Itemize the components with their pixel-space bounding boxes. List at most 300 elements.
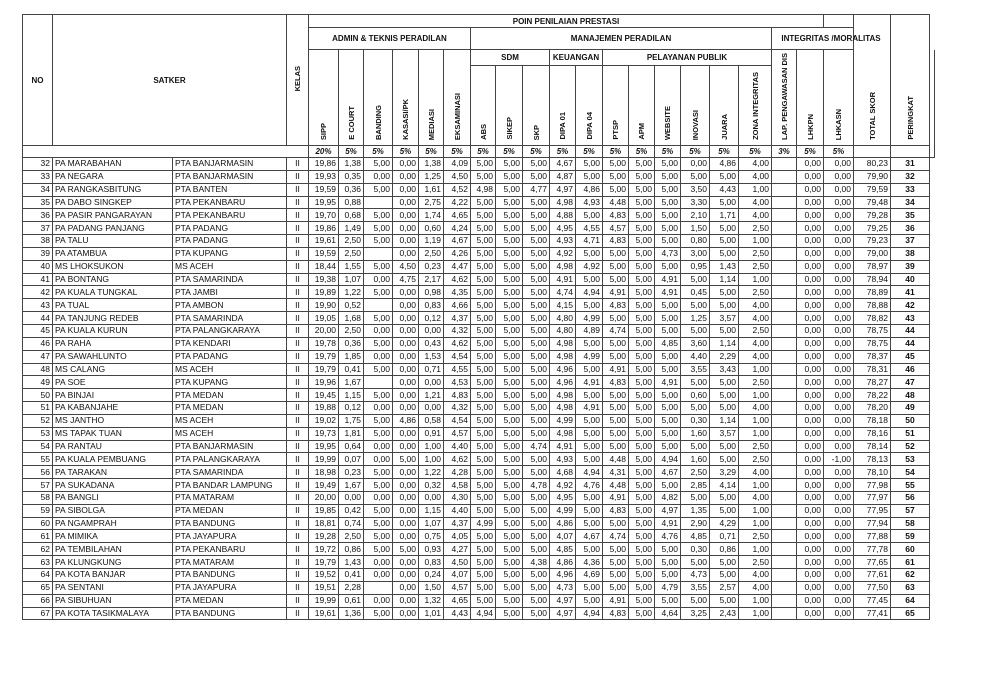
table-cell: 19,73: [309, 427, 339, 440]
table-cell: [772, 312, 797, 325]
table-cell: 77,65: [854, 556, 891, 569]
table-cell: 5,00: [523, 517, 550, 530]
weight-cell: 5%: [471, 146, 496, 158]
table-cell: 0,95: [681, 260, 710, 273]
table-cell: 0,00: [824, 376, 854, 389]
table-cell: 5,00: [471, 414, 496, 427]
table-cell: II: [287, 402, 309, 415]
table-cell: PA BANGLI: [53, 491, 173, 504]
table-cell: 5,00: [496, 517, 523, 530]
table-cell: 2,50: [681, 466, 710, 479]
table-cell: 0,00: [824, 427, 854, 440]
header-kelas: [287, 15, 309, 146]
table-cell: 0,00: [797, 466, 824, 479]
table-cell: 1,00: [739, 389, 772, 402]
table-cell: 4,64: [655, 607, 681, 620]
table-cell: 19,45: [309, 389, 339, 402]
table-cell: 0,00: [797, 376, 824, 389]
table-cell: 0,80: [681, 235, 710, 248]
table-cell: 5,00: [603, 402, 629, 415]
table-cell: PTA BANDUNG: [173, 607, 287, 620]
table-cell: [772, 196, 797, 209]
header-eksaminasi: [444, 50, 471, 146]
table-cell: 51: [891, 427, 930, 440]
table-cell: [772, 594, 797, 607]
table-cell: PA ATAMBUA: [53, 247, 173, 260]
table-cell: 5,00: [603, 556, 629, 569]
table-cell: 5,00: [710, 247, 739, 260]
table-cell: 0,00: [824, 286, 854, 299]
table-cell: 4,48: [603, 479, 629, 492]
table-cell: 0,00: [393, 299, 419, 312]
table-cell: 4,32: [444, 402, 471, 415]
table-cell: 5,00: [523, 607, 550, 620]
table-cell: 5,00: [710, 170, 739, 183]
table-cell: 43: [23, 299, 53, 312]
weights-blank-rank: [891, 146, 930, 158]
table-cell: 5,00: [496, 607, 523, 620]
table-cell: 0,00: [797, 594, 824, 607]
table-cell: 0,00: [824, 402, 854, 415]
table-cell: 5,00: [655, 363, 681, 376]
table-cell: 5,00: [603, 543, 629, 556]
table-cell: 78,82: [854, 312, 891, 325]
table-cell: 4,50: [393, 260, 419, 273]
table-cell: 41: [23, 273, 53, 286]
table-cell: 5,00: [496, 299, 523, 312]
table-cell: [772, 337, 797, 350]
table-cell: 5,00: [629, 286, 655, 299]
table-cell: 0,60: [419, 222, 444, 235]
header-mediasi-label: MEDIASI: [426, 108, 436, 140]
table-cell: 0,00: [393, 556, 419, 569]
table-cell: 5,00: [603, 440, 629, 453]
header-dipa01: [550, 66, 576, 146]
table-row: [23, 569, 935, 582]
table-cell: 0,00: [824, 299, 854, 312]
table-cell: 4,91: [603, 363, 629, 376]
table-cell: PA KUALA PEMBUANG: [53, 453, 173, 466]
table-cell: [772, 260, 797, 273]
table-cell: 4,94: [576, 286, 603, 299]
table-cell: 2,50: [739, 440, 772, 453]
table-cell: 19,90: [309, 299, 339, 312]
table-cell: 0,00: [797, 517, 824, 530]
table-cell: 0,00: [824, 273, 854, 286]
table-cell: PA TALU: [53, 235, 173, 248]
table-cell: 4,00: [739, 196, 772, 209]
table-cell: 33: [23, 170, 53, 183]
table-cell: 63: [23, 556, 53, 569]
table-cell: 5,00: [576, 453, 603, 466]
table-cell: 4,22: [444, 196, 471, 209]
header-integritas: INTEGRITAS /MORALITAS: [772, 28, 891, 50]
table-cell: 4,93: [576, 196, 603, 209]
table-row: [23, 235, 935, 248]
table-cell: 5,00: [629, 222, 655, 235]
table-cell: PTA PALANGKARAYA: [173, 453, 287, 466]
table-cell: 4,74: [603, 324, 629, 337]
weight-cell: 5%: [550, 146, 576, 158]
table-cell: 4,38: [523, 556, 550, 569]
header-sikep-label: SIKEP: [504, 117, 514, 140]
table-cell: 4,32: [444, 324, 471, 337]
table-cell: 5,00: [471, 170, 496, 183]
table-cell: 5,00: [576, 158, 603, 171]
table-cell: 19,61: [309, 607, 339, 620]
table-cell: 5,00: [629, 427, 655, 440]
table-cell: 4,00: [739, 402, 772, 415]
table-cell: 19,88: [309, 402, 339, 415]
table-cell: 4,67: [444, 235, 471, 248]
table-cell: 20,00: [309, 324, 339, 337]
table-cell: 1,00: [739, 517, 772, 530]
table-cell: 0,00: [824, 183, 854, 196]
table-row: [23, 402, 935, 415]
table-cell: 4,91: [603, 594, 629, 607]
table-cell: 79,25: [854, 222, 891, 235]
table-cell: 4,86: [710, 158, 739, 171]
table-cell: 0,00: [824, 170, 854, 183]
table-cell: 5,00: [496, 491, 523, 504]
table-cell: 4,69: [576, 569, 603, 582]
table-cell: 4,43: [710, 183, 739, 196]
table-cell: 0,00: [364, 170, 393, 183]
table-cell: 19,85: [309, 504, 339, 517]
table-cell: 77,98: [854, 479, 891, 492]
table-cell: 19,86: [309, 158, 339, 171]
table-cell: 0,00: [681, 158, 710, 171]
table-cell: PTA PADANG: [173, 350, 287, 363]
table-cell: 1,38: [419, 158, 444, 171]
header-dipa04: [576, 66, 603, 146]
table-cell: 0,58: [419, 414, 444, 427]
table-cell: PTA BANDUNG: [173, 569, 287, 582]
table-cell: 19,28: [309, 530, 339, 543]
table-cell: 0,00: [824, 504, 854, 517]
table-cell: 19,49: [309, 479, 339, 492]
table-cell: 4,24: [444, 222, 471, 235]
table-cell: 5,00: [496, 440, 523, 453]
table-cell: [772, 158, 797, 171]
table-cell: 44: [891, 337, 930, 350]
table-cell: 5,00: [523, 222, 550, 235]
table-cell: 4,97: [550, 183, 576, 196]
table-cell: 5,00: [629, 170, 655, 183]
table-cell: 4,00: [739, 350, 772, 363]
table-cell: 3,43: [710, 363, 739, 376]
table-cell: 5,00: [710, 376, 739, 389]
table-cell: 4,89: [576, 324, 603, 337]
table-cell: 1,60: [681, 453, 710, 466]
table-cell: PTA BANDAR LAMPUNG: [173, 479, 287, 492]
table-cell: 0,41: [339, 363, 364, 376]
table-cell: 2,50: [739, 260, 772, 273]
table-cell: 1,22: [419, 466, 444, 479]
table-cell: 0,00: [824, 530, 854, 543]
table-cell: 5,00: [603, 337, 629, 350]
table-cell: 42: [891, 299, 930, 312]
table-cell: 4,92: [550, 247, 576, 260]
table-row: [23, 196, 935, 209]
table-cell: 5,00: [364, 260, 393, 273]
header-sipp: [309, 50, 339, 146]
table-cell: 5,00: [471, 427, 496, 440]
table-cell: 5,00: [603, 247, 629, 260]
table-cell: 0,71: [419, 363, 444, 376]
table-cell: 0,00: [364, 491, 393, 504]
table-cell: PTA SAMARINDA: [173, 312, 287, 325]
table-cell: 5,00: [710, 504, 739, 517]
table-cell: 53: [23, 427, 53, 440]
table-cell: 5,00: [364, 530, 393, 543]
table-cell: 19,79: [309, 363, 339, 376]
table-cell: 0,00: [393, 363, 419, 376]
table-cell: [772, 273, 797, 286]
table-cell: 5,00: [655, 569, 681, 582]
header-lap-pengawasan: [772, 50, 797, 146]
table-cell: 1,00: [739, 235, 772, 248]
table-cell: 5,00: [710, 196, 739, 209]
table-cell: 0,83: [419, 556, 444, 569]
table-cell: 0,00: [393, 337, 419, 350]
table-cell: 5,00: [496, 556, 523, 569]
table-cell: 5,00: [655, 196, 681, 209]
table-cell: 5,00: [393, 543, 419, 556]
table-cell: MS LHOKSUKON: [53, 260, 173, 273]
table-cell: 5,00: [629, 569, 655, 582]
table-cell: 3,57: [710, 427, 739, 440]
table-cell: 2,43: [710, 607, 739, 620]
header-blank-cell: [824, 15, 854, 28]
table-cell: 4,43: [444, 607, 471, 620]
table-cell: 39: [891, 260, 930, 273]
table-cell: 5,00: [603, 427, 629, 440]
table-cell: 0,00: [824, 569, 854, 582]
table-cell: PA BONTANG: [53, 273, 173, 286]
table-cell: 60: [23, 517, 53, 530]
table-row: [23, 286, 935, 299]
table-cell: PTA MEDAN: [173, 389, 287, 402]
table-cell: II: [287, 350, 309, 363]
table-cell: 5,00: [629, 504, 655, 517]
table-cell: 5,00: [471, 581, 496, 594]
table-cell: 5,00: [496, 453, 523, 466]
table-cell: 5,00: [496, 376, 523, 389]
table-cell: 4,99: [576, 350, 603, 363]
table-cell: 4,71: [576, 235, 603, 248]
table-cell: II: [287, 324, 309, 337]
table-cell: 5,00: [523, 504, 550, 517]
table-cell: PTA MATARAM: [173, 491, 287, 504]
table-cell: 5,00: [629, 414, 655, 427]
table-cell: II: [287, 440, 309, 453]
table-cell: 5,00: [496, 581, 523, 594]
table-cell: 18,44: [309, 260, 339, 273]
table-cell: 5,00: [655, 235, 681, 248]
table-cell: 18,81: [309, 517, 339, 530]
table-cell: 5,00: [496, 247, 523, 260]
table-cell: 4,98: [550, 196, 576, 209]
table-cell: 4,00: [739, 569, 772, 582]
table-cell: II: [287, 247, 309, 260]
table-cell: PTA MEDAN: [173, 402, 287, 415]
table-cell: 5,00: [496, 235, 523, 248]
table-cell: 5,00: [629, 556, 655, 569]
table-cell: 80,23: [854, 158, 891, 171]
table-cell: 5,00: [681, 491, 710, 504]
table-row: [23, 170, 935, 183]
table-cell: 0,00: [393, 324, 419, 337]
table-cell: 78,10: [854, 466, 891, 479]
weights-blank-total: [854, 146, 891, 158]
table-cell: 0,00: [797, 324, 824, 337]
table-cell: 2,50: [739, 286, 772, 299]
table-cell: PTA KUPANG: [173, 376, 287, 389]
weight-cell: 5%: [824, 146, 854, 158]
table-cell: 5,00: [523, 273, 550, 286]
table-cell: 5,00: [523, 260, 550, 273]
table-cell: 0,00: [797, 350, 824, 363]
table-cell: 19,72: [309, 543, 339, 556]
table-cell: 0,00: [824, 158, 854, 171]
table-cell: 5,00: [523, 594, 550, 607]
table-cell: 1,67: [339, 479, 364, 492]
table-cell: 0,00: [393, 158, 419, 171]
table-cell: 79,28: [854, 209, 891, 222]
table-cell: 58: [23, 491, 53, 504]
table-cell: 4,15: [550, 299, 576, 312]
header-apm: [629, 66, 655, 146]
table-cell: 0,00: [824, 479, 854, 492]
table-cell: 20,00: [309, 491, 339, 504]
table-cell: 4,52: [444, 183, 471, 196]
table-cell: [772, 247, 797, 260]
table-row: [23, 299, 935, 312]
table-cell: 4,91: [655, 286, 681, 299]
table-cell: 0,36: [339, 337, 364, 350]
table-cell: 59: [891, 530, 930, 543]
table-row: [23, 222, 935, 235]
table-cell: II: [287, 453, 309, 466]
table-cell: PA NGAMPRAH: [53, 517, 173, 530]
table-cell: 0,00: [364, 453, 393, 466]
table-cell: PA KOTA TASIKMALAYA: [53, 607, 173, 620]
table-cell: 1,00: [739, 363, 772, 376]
header-eksaminasi-label: EKSAMINASI: [452, 92, 462, 140]
table-cell: 0,00: [797, 286, 824, 299]
table-cell: 5,00: [496, 183, 523, 196]
table-cell: 3,55: [681, 581, 710, 594]
table-cell: 4,74: [523, 440, 550, 453]
table-row: [23, 607, 935, 620]
table-cell: 0,00: [797, 260, 824, 273]
table-cell: 78,31: [854, 363, 891, 376]
table-cell: PA SUKADANA: [53, 479, 173, 492]
table-cell: 62: [23, 543, 53, 556]
table-cell: 0,00: [824, 607, 854, 620]
header-sipp-label: SIPP: [319, 122, 328, 140]
table-cell: 0,00: [797, 247, 824, 260]
ranking-table: [22, 14, 935, 620]
weights-blank: [23, 146, 309, 158]
table-cell: PTA BANJARMASIN: [173, 158, 287, 171]
table-cell: 5,00: [629, 543, 655, 556]
table-cell: 5,00: [603, 260, 629, 273]
table-cell: PA TEMBILAHAN: [53, 543, 173, 556]
table-cell: 5,00: [523, 581, 550, 594]
table-cell: 4,31: [603, 466, 629, 479]
weight-cell: 5%: [393, 146, 419, 158]
table-cell: 5,00: [629, 363, 655, 376]
table-cell: 5,00: [629, 581, 655, 594]
table-cell: [772, 414, 797, 427]
table-cell: 56: [891, 491, 930, 504]
header-sikep: [496, 66, 523, 146]
table-cell: 3,60: [681, 337, 710, 350]
table-cell: II: [287, 209, 309, 222]
table-cell: 4,86: [576, 183, 603, 196]
table-cell: 5,00: [576, 273, 603, 286]
table-cell: 5,00: [710, 286, 739, 299]
table-cell: 5,00: [496, 363, 523, 376]
table-cell: 5,00: [603, 569, 629, 582]
table-cell: 0,00: [797, 479, 824, 492]
table-cell: 0,42: [339, 504, 364, 517]
header-dipa01-label: DIPA 01: [558, 112, 567, 140]
header-zona-integritas-label: ZONA INTEGRITAS: [750, 72, 760, 140]
table-cell: 52: [23, 414, 53, 427]
table-cell: [772, 491, 797, 504]
table-cell: MS ACEH: [173, 260, 287, 273]
table-cell: 0,00: [419, 402, 444, 415]
table-cell: 5,00: [576, 594, 603, 607]
weight-cell: 5%: [710, 146, 739, 158]
table-cell: PTA PEKANBARU: [173, 543, 287, 556]
table-cell: 5,00: [629, 517, 655, 530]
table-cell: 49: [23, 376, 53, 389]
table-cell: II: [287, 196, 309, 209]
table-cell: 4,97: [550, 594, 576, 607]
header-mediasi: [419, 50, 444, 146]
table-cell: 5,00: [681, 556, 710, 569]
table-cell: 19,59: [309, 247, 339, 260]
header-website-label: WEBSITE: [663, 105, 672, 140]
table-cell: II: [287, 479, 309, 492]
table-cell: 1,35: [681, 504, 710, 517]
table-cell: 79,59: [854, 183, 891, 196]
table-cell: [772, 543, 797, 556]
table-cell: [364, 247, 393, 260]
table-cell: 5,00: [471, 273, 496, 286]
table-cell: 77,41: [854, 607, 891, 620]
table-cell: 4,91: [576, 376, 603, 389]
table-cell: 5,00: [471, 209, 496, 222]
table-cell: 79,23: [854, 235, 891, 248]
header-ptsp-label: PTSP: [611, 120, 620, 140]
table-cell: 78,75: [854, 337, 891, 350]
table-cell: 0,07: [339, 453, 364, 466]
table-cell: 5,00: [471, 543, 496, 556]
table-cell: 0,86: [710, 543, 739, 556]
table-cell: 4,57: [444, 581, 471, 594]
table-cell: 5,00: [523, 376, 550, 389]
table-cell: 77,88: [854, 530, 891, 543]
table-cell: 46: [23, 337, 53, 350]
table-cell: 4,00: [739, 170, 772, 183]
table-cell: 5,00: [681, 402, 710, 415]
table-cell: 5,00: [655, 594, 681, 607]
